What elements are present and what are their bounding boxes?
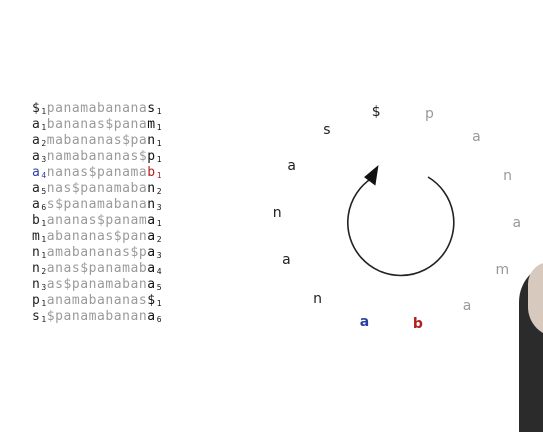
matrix-row: [32, 197, 162, 213]
last-column-char: $a_3$: [147, 245, 163, 260]
matrix-row: [32, 277, 162, 293]
middle-chars: nanas$panama: [46, 165, 148, 180]
last-column-char: $a_5$: [147, 277, 163, 292]
matrix-row: [32, 229, 162, 245]
ring-letter: $: [371, 103, 381, 120]
first-column-char: $m_1$: [32, 229, 47, 244]
ring-letter: n: [313, 290, 323, 307]
last-column-char: $n_3$: [147, 197, 163, 212]
middle-chars: bananas$pana: [46, 117, 148, 132]
first-column-char: $a_2$: [32, 133, 47, 148]
ring-letter: a: [282, 251, 291, 268]
ring-letter: a: [512, 215, 522, 232]
matrix-row: [32, 261, 162, 277]
first-column-char: $\$_1$: [32, 101, 47, 116]
first-column-char: $p_1$: [32, 293, 47, 308]
ring-letter: b: [412, 316, 423, 333]
first-column-char: $s_1$: [32, 309, 47, 324]
ring-letter: s: [323, 122, 331, 139]
matrix-row: [32, 101, 162, 117]
ring-letter: a: [359, 313, 370, 330]
last-column-char: $\$_1$: [147, 293, 163, 308]
last-column-char: $a_2$: [147, 229, 163, 244]
middle-chars: abananas$pan: [46, 229, 148, 244]
matrix-row: [32, 149, 162, 165]
last-column-char: $n_1$: [147, 133, 163, 148]
last-column-char: $s_1$: [147, 101, 163, 116]
ring-letter: a: [462, 297, 472, 314]
ring-letter: n: [503, 168, 512, 185]
ring-letter: m: [495, 261, 510, 278]
matrix-row: [32, 133, 162, 149]
middle-chars: panamabanana: [46, 101, 148, 116]
cycle-arrow-icon: [336, 160, 456, 280]
first-column-char: $a_4$: [32, 165, 47, 180]
middle-chars: anas$panamab: [46, 261, 148, 276]
last-column-char: $m_1$: [147, 117, 163, 132]
last-column-char: $p_1$: [147, 149, 163, 164]
middle-chars: nas$panamaba: [46, 181, 148, 196]
ring-letter: p: [425, 106, 434, 123]
ring-letter: a: [287, 158, 296, 175]
last-column-char: $a_4$: [147, 261, 163, 276]
middle-chars: anamabananas: [46, 293, 148, 308]
matrix-row: [32, 309, 162, 325]
bwt-matrix: [32, 101, 162, 325]
middle-chars: namabananas$: [46, 149, 148, 164]
middle-chars: $panamabanan: [46, 309, 148, 324]
last-column-char: $a_1$: [147, 213, 163, 228]
first-column-char: $n_1$: [32, 245, 47, 260]
ring-letter: a: [472, 129, 481, 146]
middle-chars: as$panamaban: [46, 277, 148, 292]
last-column-char: $b_1$: [147, 165, 163, 180]
first-column-char: $b_1$: [32, 213, 47, 228]
matrix-row: [32, 165, 162, 181]
matrix-row: [32, 293, 162, 309]
matrix-row: [32, 181, 162, 197]
matrix-row: [32, 117, 162, 133]
matrix-row: [32, 245, 162, 261]
first-column-char: $a_6$: [32, 197, 47, 212]
ring-letter: n: [272, 204, 282, 221]
first-column-char: $a_1$: [32, 117, 47, 132]
first-column-char: $n_2$: [32, 261, 47, 276]
first-column-char: $a_3$: [32, 149, 47, 164]
first-column-char: $a_5$: [32, 181, 47, 196]
last-column-char: $a_6$: [147, 309, 163, 324]
middle-chars: amabananas$p: [46, 245, 148, 260]
middle-chars: ananas$panam: [46, 213, 148, 228]
middle-chars: s$panamabana: [46, 197, 148, 212]
first-column-char: $n_3$: [32, 277, 47, 292]
last-column-char: $n_2$: [147, 181, 163, 196]
middle-chars: mabananas$pa: [46, 133, 148, 148]
matrix-row: [32, 213, 162, 229]
